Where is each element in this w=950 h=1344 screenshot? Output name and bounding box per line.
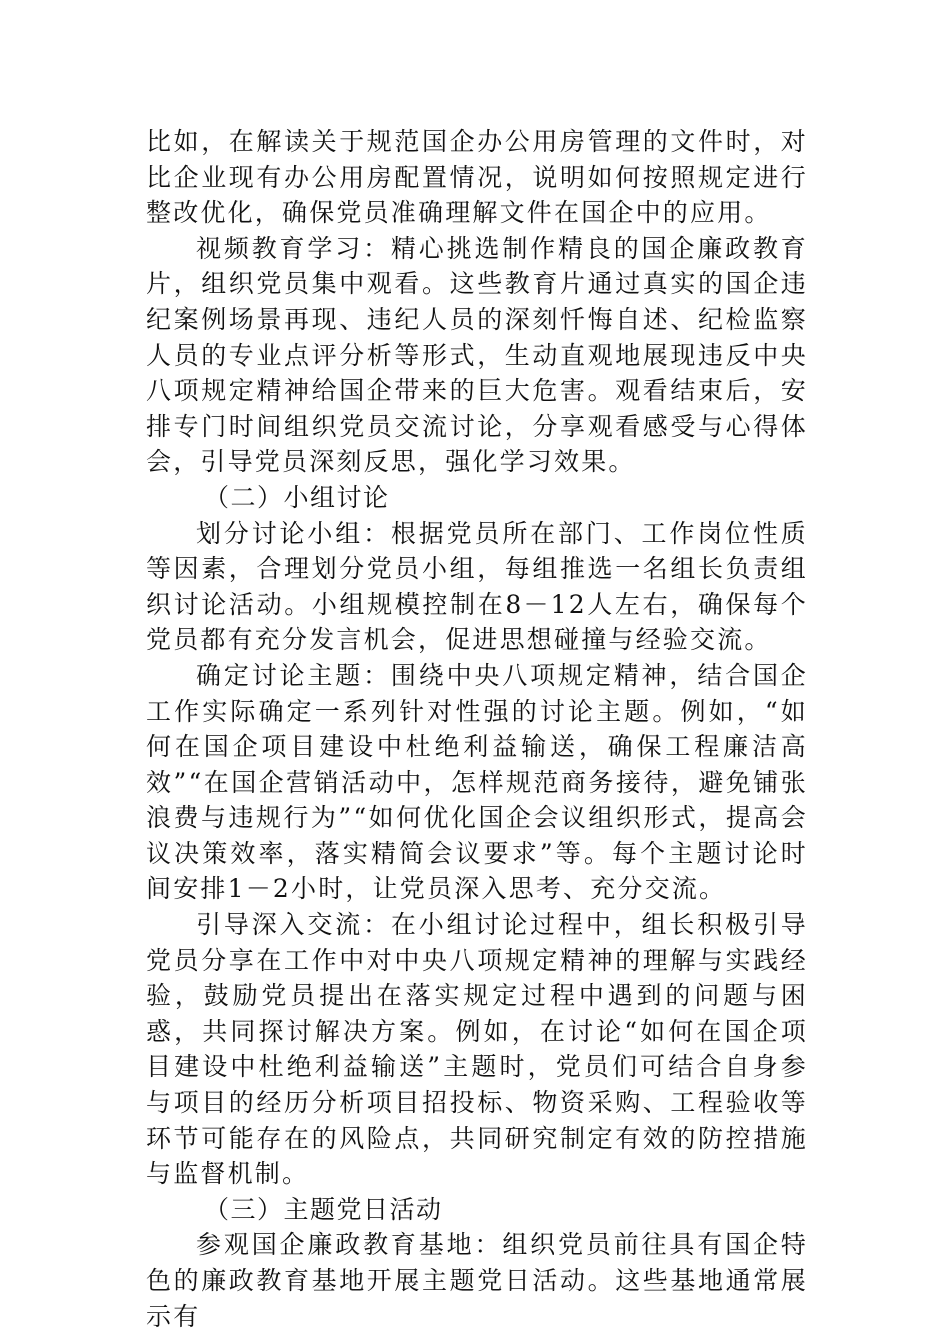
paragraph-video-education: 视频教育学习：精心挑选制作精良的国企廉政教育片，组织党员集中观看。这些教育片通过真实的国企违纪案例场景再现、违纪人员的深刻忏悔自述、纪检监察人员的专业点评分析等形式，生动直观地展现违反中央八项规定精神给国企带来的巨大危害。观看结束后，安排专门时间组织党员交流讨论，分享观看感受与心得体会，引导党员深刻反思，强化学习效果。 <box>146 233 808 477</box>
paragraph-office-housing-example: 比如，在解读关于规范国企办公用房管理的文件时，对比企业现有办公用房配置情况，说明如何按照规定进行整改优化，确保党员准确理解文件在国企中的应用。 <box>146 127 808 228</box>
section-heading-group-discussion: （二）小组讨论 <box>204 482 390 512</box>
paragraph-guide-exchange: 引导深入交流：在小组讨论过程中，组长积极引导党员分享在工作中对中央八项规定精神的理解与实践经验，鼓励党员提出在落实规定过程中遇到的问题与困惑，共同探讨解决方案。例如，在讨论“如何在国企项目建设中杜绝利益输送”主题时，党员们可结合自身参与项目的经历分析项目招投标、物资采购、工程验收等环节可能存在的风险点，共同研究制定有效的防控措施与监督机制。 <box>146 910 808 1189</box>
paragraph-discussion-topics: 确定讨论主题：围绕中央八项规定精神，结合国企工作实际确定一系列针对性强的讨论主题。例如，“如何在国企项目建设中杜绝利益输送，确保工程廉洁高效”“在国企营销活动中，怎样规范商务接待，避免铺张浪费与违规行为”“如何优化国企会议组织形式，提高会议决策效率，落实精简会议要求”等。每个主题讨论时间安排1－2小时，让党员深入思考、充分交流。 <box>146 660 808 904</box>
paragraph-visit-base: 参观国企廉政教育基地：组织党员前往具有国企特色的廉政教育基地开展主题党日活动。这些基地通常展示有 <box>146 1230 808 1331</box>
document-body <box>146 124 808 1334</box>
section-heading-party-day: （三）主题党日活动 <box>204 1194 443 1224</box>
paragraph-divide-groups: 划分讨论小组：根据党员所在部门、工作岗位性质等因素，合理划分党员小组，每组推选一名组长负责组织讨论活动。小组规模控制在8－12人左右，确保每个党员都有充分发言机会，促进思想碰撞与经验交流。 <box>146 518 808 655</box>
